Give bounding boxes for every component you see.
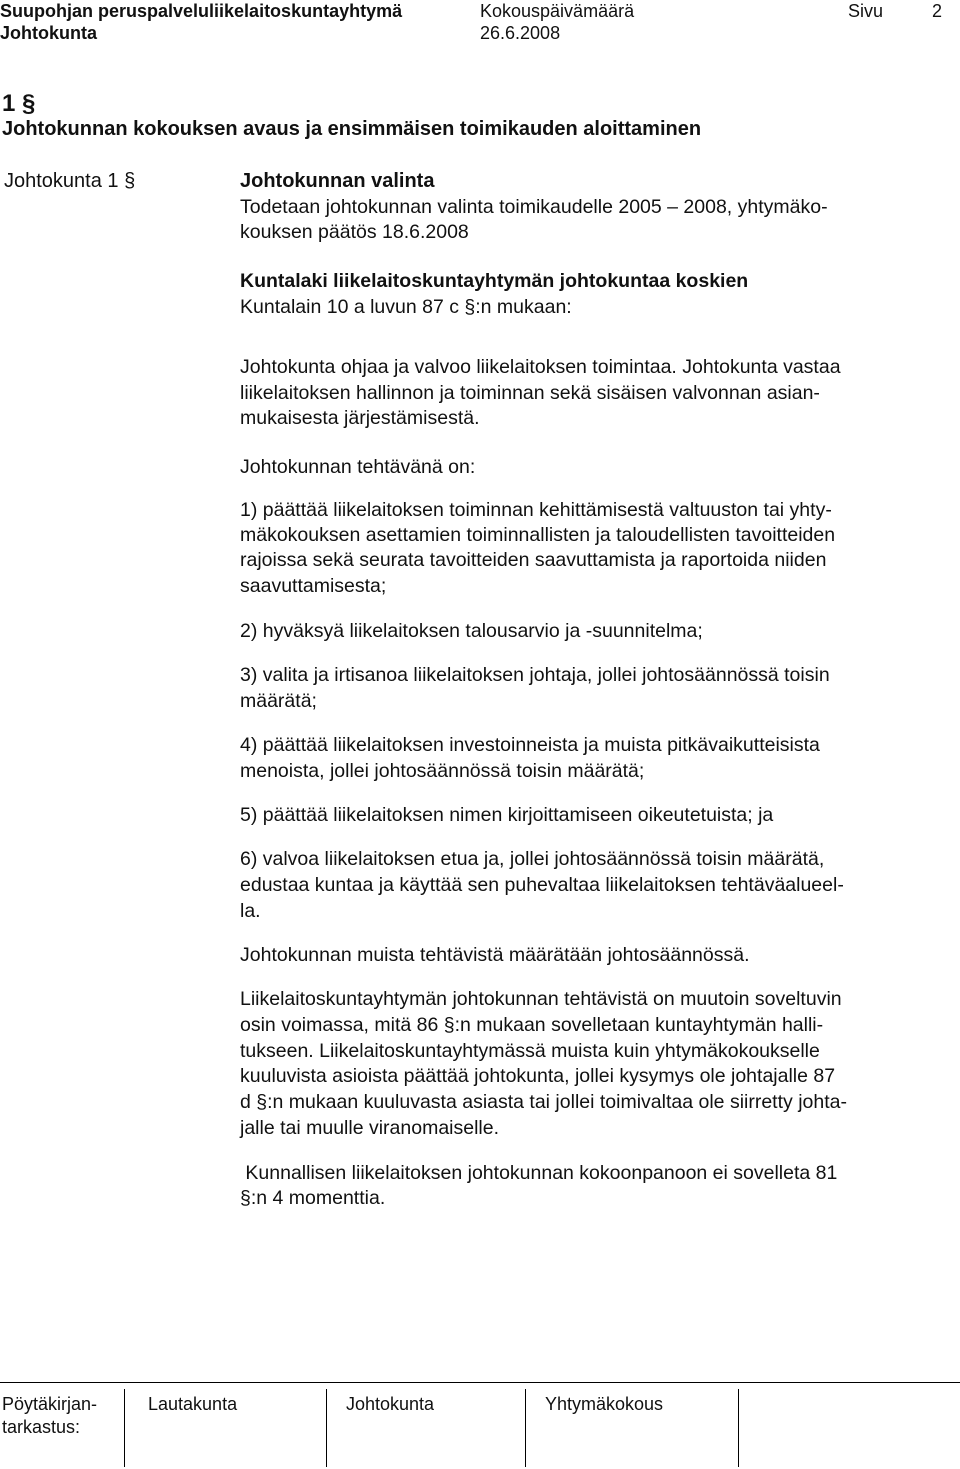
footer-reviewer-label: tarkastus: [2,1417,81,1437]
paragraph-line: la. [240,900,261,922]
paragraph-line: määrätä; [240,690,317,712]
header-org: Suupohjan peruspalveluliikelaitoskuntayhtymä [0,1,403,21]
footer-column-divider [124,1389,125,1467]
paragraph-line: edustaa kuntaa ja käyttää sen puhevaltaa liikelaitoksen tehtäväalueel- [240,874,844,896]
footer-yhtymakokous-label: Yhtymäkokous [545,1394,664,1414]
paragraph-line: Johtokunta ohjaa ja valvoo liikelaitoksen toimintaa. Johtokunta vastaa [240,356,841,378]
item-line: kouksen päätös 18.6.2008 [240,221,469,243]
paragraph-line: Johtokunnan tehtävänä on: [240,456,476,478]
footer-reviewer-label: Pöytäkirjan- [2,1394,98,1414]
section-number: 1 § [2,90,36,117]
header-page-label: Sivu [848,1,884,21]
section-title: Johtokunnan kokouksen avaus ja ensimmäisen toimikauden aloittaminen [2,118,702,140]
paragraph-line: rajoissa sekä seurata tavoitteiden saavuttamista ja raportoida niiden [240,549,827,571]
header-page-number: 2 [932,1,943,21]
paragraph-line: Kunnallisen liikelaitoksen johtokunnan kokoonpanoon ei sovelleta 81 [240,1162,838,1184]
paragraph-line: 5) päättää liikelaitoksen nimen kirjoittamiseen oikeutetuista; ja [240,804,774,826]
paragraph-line: kuuluvista asioista päättää johtokunta, jollei kysymys ole johtajalle 87 [240,1065,836,1087]
header-meeting-date-label: Kokouspäivämäärä [480,1,635,21]
paragraph-line: menoista, jollei johtosäännössä toisin määrätä; [240,760,645,782]
paragraph-line: saavuttamisesta; [240,575,387,597]
footer-column-divider [738,1389,739,1467]
paragraph-line: 1) päättää liikelaitoksen toiminnan kehittämisestä valtuuston tai yhty- [240,499,832,521]
item-ref: Johtokunta 1 § [4,170,136,192]
paragraph-line: 4) päättää liikelaitoksen investoinneista ja muista pitkävaikutteisista [240,734,820,756]
paragraph-line: jalle tai muulle viranomaiselle. [240,1117,500,1139]
item-intro: Kuntalain 10 a luvun 87 c §:n mukaan: [240,296,572,318]
paragraph-line: §:n 4 momenttia. [240,1187,386,1209]
paragraph-line: mukaisesta järjestämisestä. [240,407,480,429]
paragraph-line: d §:n mukaan kuuluvasta asiasta tai jollei toimivaltaa ole siirretty johta- [240,1091,847,1113]
paragraph-line: mäkokouksen asettamien toiminnallisten ja taloudellisten tavoitteiden [240,524,836,546]
footer-column-divider [525,1389,526,1467]
item-line: Todetaan johtokunnan valinta toimikaudelle 2005 – 2008, yhtymäko- [240,196,828,218]
footer-johtokunta-label: Johtokunta [346,1394,435,1414]
header-meeting-date: 26.6.2008 [480,23,561,43]
item-heading: Johtokunnan valinta [240,170,435,192]
paragraph-line: 3) valita ja irtisanoa liikelaitoksen johtaja, jollei johtosäännössä toisin [240,664,830,686]
item-subheading: Kuntalaki liikelaitoskuntayhtymän johtokuntaa koskien [240,270,749,292]
paragraph-line: osin voimassa, mitä 86 §:n mukaan sovelletaan kuntayhtymän halli- [240,1014,824,1036]
paragraph-line: Johtokunnan muista tehtävistä määrätään johtosäännössä. [240,944,750,966]
paragraph-line: 2) hyväksyä liikelaitoksen talousarvio ja -suunnitelma; [240,620,703,642]
footer-divider [0,1382,960,1383]
paragraph-line: tukseen. Liikelaitoskuntayhtymässä muista kuin yhtymäkokoukselle [240,1040,820,1062]
paragraph-line: liikelaitoksen hallinnon ja toiminnan sekä sisäisen valvonnan asian- [240,382,820,404]
paragraph-line: 6) valvoa liikelaitoksen etua ja, jollei johtosäännössä toisin määrätä, [240,848,825,870]
paragraph-line: Liikelaitoskuntayhtymän johtokunnan tehtävistä on muutoin soveltuvin [240,988,842,1010]
header-unit: Johtokunta [0,23,97,43]
footer-lautakunta-label: Lautakunta [148,1394,238,1414]
footer-column-divider [326,1389,327,1467]
